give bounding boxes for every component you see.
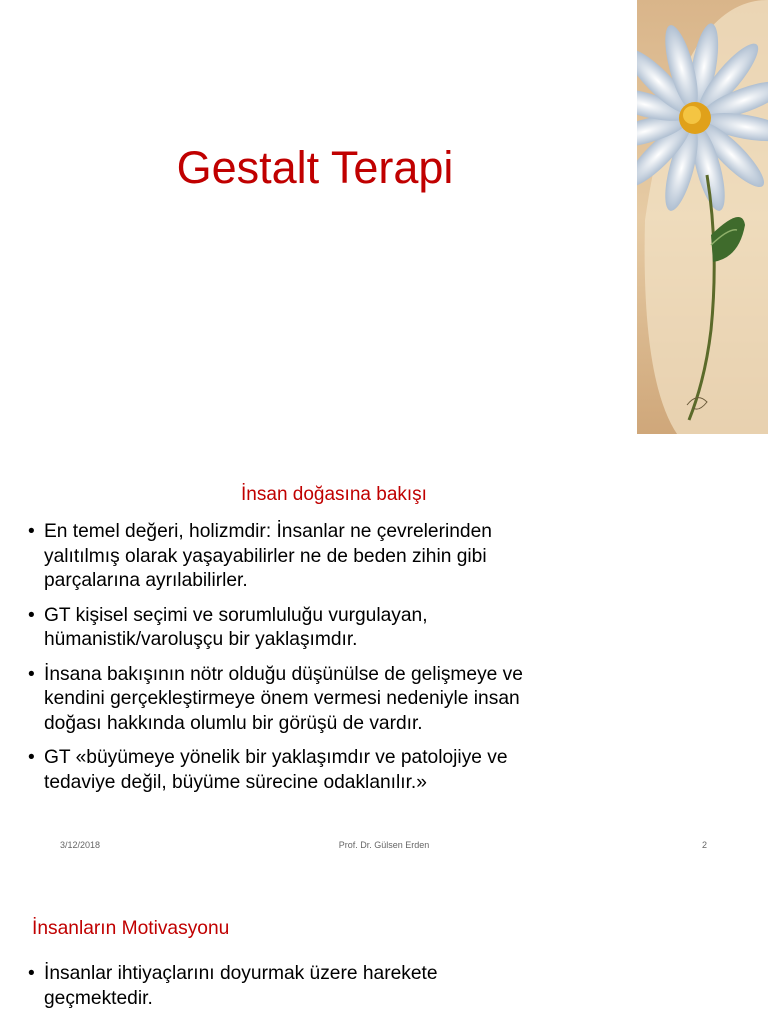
slide-motivation: [0, 866, 768, 1024]
bullet-line: parçalarına ayrılabilirler.: [44, 570, 248, 591]
section-heading: İnsan doğasına bakışı: [241, 484, 427, 505]
bullet-line: GT «büyümeye yönelik bir yaklaşımdır ve patolojiye ve: [44, 747, 508, 768]
bullet-line: yalıtılmış olarak yaşayabilirler ne de beden zihin gibi: [44, 545, 487, 567]
bullet-line: İnsana bakışının nötr olduğu düşünülse de gelişmeye ve: [44, 663, 523, 685]
bullet-icon: •: [28, 604, 35, 626]
list-item: [28, 663, 748, 737]
list-item: [28, 520, 748, 594]
list-item: [28, 746, 748, 795]
bullet-line: En temel değeri, holizmdir: İnsanlar ne çevrelerinden: [44, 521, 492, 542]
bullet-line: hümanistik/varoluşçu bir yaklaşımdır.: [44, 629, 358, 650]
footer-date: 3/12/2018: [60, 840, 101, 850]
bullet-icon: •: [28, 747, 35, 768]
bullet-icon: •: [28, 663, 35, 685]
footer-author: Prof. Dr. Gülsen Erden: [338, 840, 430, 850]
bullet-icon: •: [28, 963, 35, 984]
footer-page-number: 2: [702, 840, 708, 850]
bullet-line: İnsanlar ihtiyaçlarını doyurmak üzere harekete: [44, 963, 438, 984]
daisy-painting-image: [637, 0, 768, 434]
section-heading: İnsanların Motivasyonu: [32, 918, 230, 939]
bullet-list: [28, 520, 748, 805]
bullet-line: tedaviye değil, büyüme sürecine odaklanılır.»: [44, 771, 427, 793]
slide-human-nature: [0, 434, 768, 866]
bullet-line: kendini gerçekleştirmeye önem vermesi nedeniyle insan: [44, 688, 520, 709]
bullet-line: doğası hakkında olumlu bir görüşü de vardır.: [44, 712, 423, 734]
bullet-icon: •: [28, 521, 35, 542]
slide-title-text: Gestalt Terapi: [176, 142, 454, 193]
list-item: [28, 962, 748, 1011]
slide-title: [0, 0, 768, 434]
bullet-line: geçmektedir.: [44, 987, 153, 1009]
bullet-line: GT kişisel seçimi ve sorumluluğu vurgulayan,: [44, 604, 428, 626]
bullet-list: [28, 962, 748, 1019]
list-item: [28, 604, 748, 653]
